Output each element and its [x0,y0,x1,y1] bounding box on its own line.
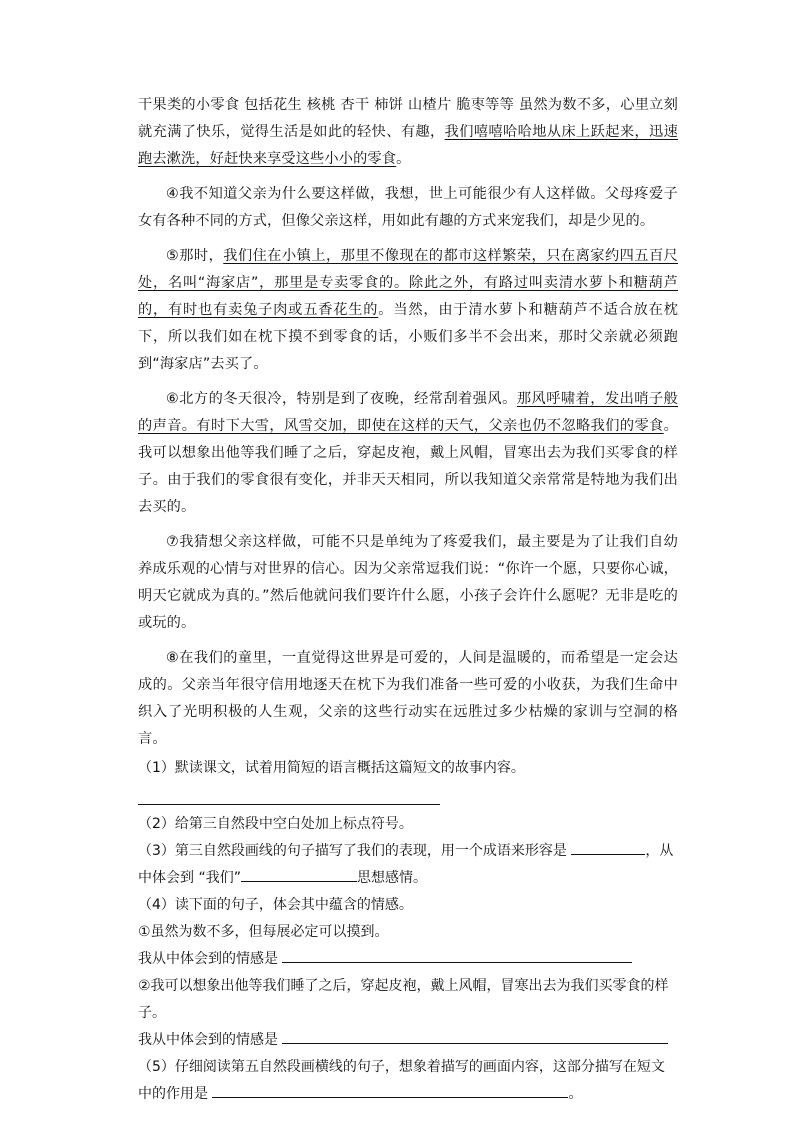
question-4-answer-2 [138,1027,678,1054]
paragraph-5-rest: 。当然，由于清水萝卜和糖葫芦不适合放在枕下，所以我们如在枕下摸不到零食的话，小贩们多半不会出来，那时父亲就必须跑到“海家店”去买了。 [138,302,678,372]
question-5 [138,1054,678,1108]
question-4-answer-1-blank[interactable] [282,946,632,963]
paragraph-6-rest: 。我可以想象出他等我们睡了之后，穿起皮袍，戴上风帽，冒寒出去为我们买零食的样子。由于我们的零食很有变化，并非天天相同，所以我知道父亲常常是特地为我们出去买的。 [138,418,678,515]
paragraph-5-underlined-sentence: 我们住在小镇上，那里不像现在的都市这样繁荣，只在离家约四五百尺处，名叫“海家店”，那里是专卖零食的。除此之外，有路过叫卖清水萝卜和糖葫芦的，有时也有卖兔子肉或五香花生的 [138,248,679,318]
question-4-prompt-1: 我从中体会到的情感是 [138,951,283,967]
question-2: （2）给第三自然段中空白处加上标点符号。 [138,816,413,832]
question-1: （1）默读课文，试着用简短的语言概括这篇短文的故事内容。 [138,760,525,776]
question-4-sentence-2: ②我可以想象出他等我们睡了之后，穿起皮袍，戴上风帽，冒寒出去为我们买零食的样子。 [138,978,669,1021]
question-5-text: （5）仔细阅读第五自然段画横线的句子，想象着描写的画面内容，这部分描写在短文中的作用是 [138,1059,665,1102]
question-3-text-b: ，从中体会到 “我们” [138,843,674,886]
question-3-idiom-blank[interactable] [571,838,645,855]
question-4-answer-2-blank[interactable] [282,1027,668,1044]
paragraph-6-lead: ⑥北方的冬天很冷，特别是到了夜晚，经常刮着强风。 [166,391,517,407]
question-1-answer-line[interactable] [138,782,440,805]
paragraph-7: ⑦我猜想父亲这样做，可能不只是单纯为了疼爱我们，最主要是为了让我们自幼养成乐观的心情与对世界的信心。因为父亲常逗我们说：“你许一个愿，只要你心诚，明天它就成为真的。”然后他就问我们要许什么愿，小孩子会许什么愿呢？无非是吃的或玩的。 [138,534,678,631]
paragraph-3-underlined-sentence: 我们嘻嘻哈哈地从床上跃起来，迅速跑去漱洗，好赶快来享受这些小小的零食 [138,124,679,167]
paragraph-3-end [138,92,678,173]
reading-document [138,92,678,1108]
paragraph-5 [138,243,678,378]
questions-section [138,755,678,1108]
question-5-answer-blank[interactable] [212,1081,568,1098]
question-4-sentence-1: ①虽然为数不多，但每展必定可以摸到。 [138,924,389,940]
paragraph-3-text: 干果类的小零食 包括花生 核桃 杏干 柿饼 山楂片 脆枣等等 虽然为数不多，心里立刻就充满了快乐，觉得生活是如此的轻快、有趣， [138,97,678,140]
paragraph-3-period: 。 [396,151,411,167]
question-4: （4）读下面的句子，体会其中蕴含的情感。 [138,897,413,913]
question-5-end: 。 [568,1086,583,1102]
question-3-feeling-blank[interactable] [241,865,357,882]
question-4-prompt-2: 我从中体会到的情感是 [138,1032,283,1048]
paragraph-4: ④我不知道父亲为什么要这样做，我想，世上可能很少有人这样做。父母疼爱子女有各种不同的方式，但像父亲这样，用如此有趣的方式来宠我们，却是少见的。 [138,186,678,229]
question-3 [138,838,678,892]
paragraph-5-lead: ⑤那时， [166,248,224,264]
question-3-text-c: 思想感情。 [356,870,427,886]
paragraph-6 [138,386,678,521]
question-4-answer-1 [138,946,678,973]
question-3-text-a: （3）第三自然段画线的句子描写了我们的表现，用一个成语来形容是 [138,843,572,859]
paragraph-8: ⑧在我们的童里，一直觉得这世界是可爱的，人间是温暖的，而希望是一定会达成的。父亲当年很守信用地逐天在枕下为我们准备一些可爱的小收获，为我们生命中织入了光明积极的人生观，父亲的这些行动实在远胜过多少枯燥的家训与空洞的格言。 [138,650,678,747]
paragraph-6-underlined-sentence: 那风呼啸着，发出哨子般的声音。有时下大雪，风雪交加，即使在这样的天气，父亲也仍不忽略我们的零食 [138,391,678,434]
